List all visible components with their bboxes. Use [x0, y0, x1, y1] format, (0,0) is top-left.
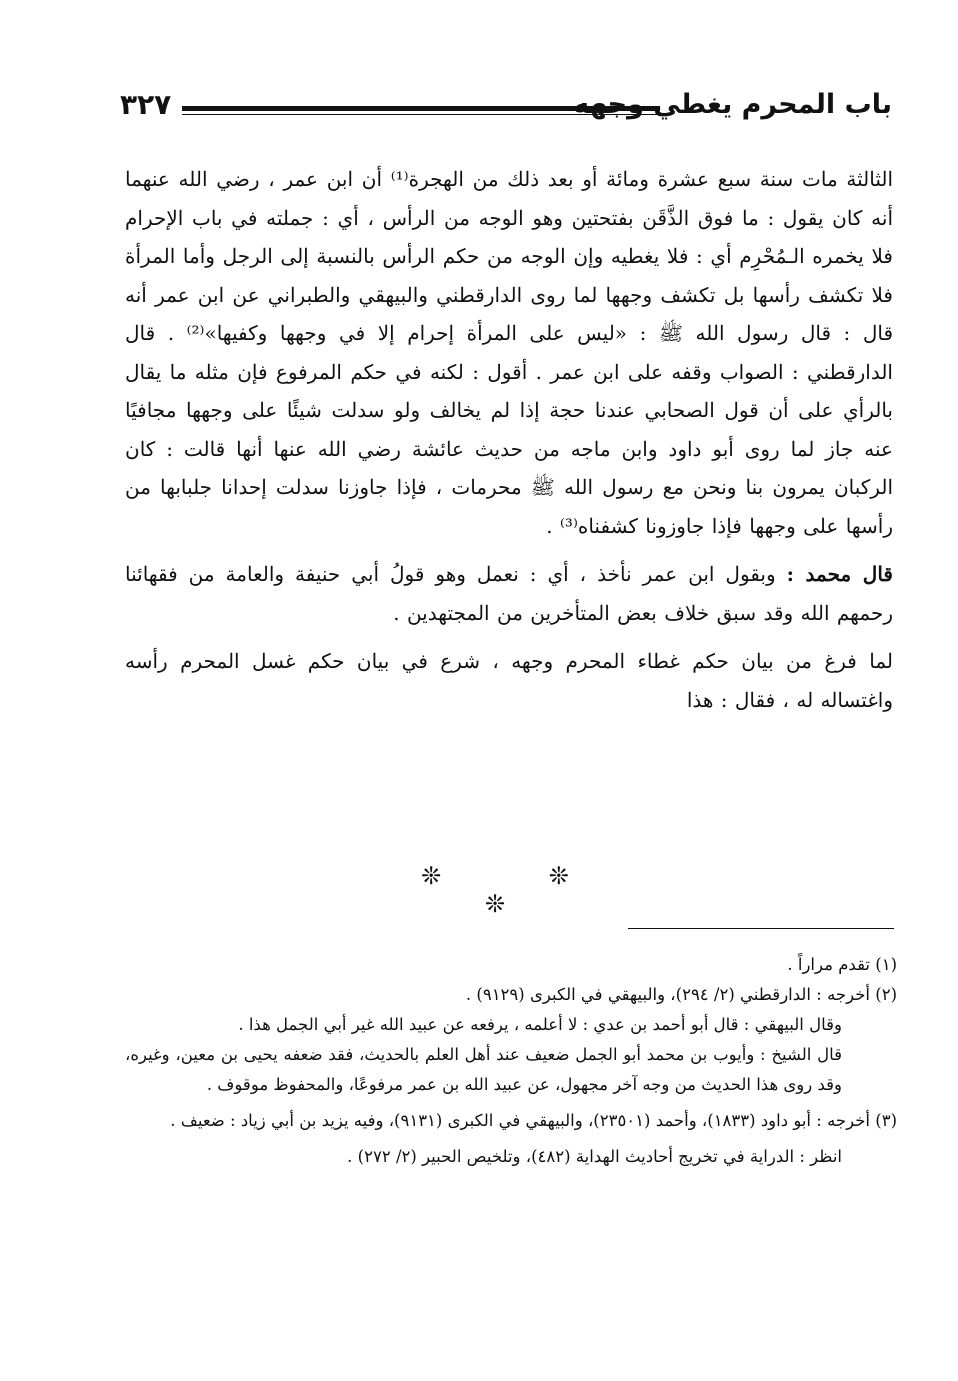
- paragraph-2-text: وبقول ابن عمر نأخذ ، أي : نعمل وهو قولُ أبي حنيفة والعامة من فقهائنا رحمهم الله وقد سبق خلاف بعض المتأخرين من المجتهدين .: [125, 562, 893, 625]
- page-number: ٣٢٧: [120, 88, 172, 121]
- footnote-3-note: انظر : الدراية في تخريج أحاديث الهداية (٤٨٢)، وتلخيص الحبير (٢/ ٢٧٢) .: [347, 1147, 842, 1166]
- paragraph-1: الثالثة مات سنة سبع عشرة ومائة أو بعد ذلك من الهجرة⁽¹⁾ أن ابن عمر ، رضي الله عنهما أنه كان يقول : ما فوق الذَّقَن بفتحتين وهو الوجه من الرأس ، أي : جملته في باب الإحرام فلا يخمره الـمُحْرِم أي : فلا يغطيه وإن الوجه من حكم الرأس بالنسبة إلى الرجل وأما المرأة فلا تكشف رأسها بل تكشف وجهها لما روى الدارقطني والبيهقي والطبراني عن ابن عمر أنه قال : قال رسول الله ﷺ : «ليس على المرأة إحرام إلا في وجهها وكفيها»⁽²⁾ . قال الدارقطني : الصواب وقفه على ابن عمر . أقول : لكنه في حكم المرفوع فإن مثله ما يقال بالرأي على أن قول الصحابي عندنا حجة إذا لم يخالف ولو سدلت شيئًا على وجهها مجافيًا عنه جاز لما روى أبو داود وابن ماجه من حديث عائشة رضي الله عنها أنها قالت : كان الركبان يمرون بنا ونحن مع رسول الله ﷺ محرمات ، فإذا جاوزنا سدلت إحدانا جلبابها من رأسها على وجهها فإذا جاوزونا كشفناه⁽³⁾ .: [125, 167, 894, 538]
- speaker-label: قال محمد :: [786, 562, 893, 586]
- footnote-2-note-1: وقال البيهقي : قال أبو أحمد بن عدي : لا أعلمه ، يرفعه عن عبيد الله غير أبي الجمل هذا .: [238, 1015, 842, 1034]
- footnote-rule: [628, 928, 894, 929]
- footnote-2-note-2: قال الشيخ : وأيوب بن محمد أبو الجمل ضعيف عند أهل العلم بالحديث، فقد ضعفه يحيى بن معين، وغيره، وقد روى هذا الحديث من وجه آخر مجهول، عن عبيد الله بن عمر مرفوعًا، والمحفوظ موقوف .: [125, 1045, 842, 1094]
- header-rule: [182, 106, 660, 115]
- footnote-3: (٣) أخرجه : أبو داود (١٨٣٣)، وأحمد (٢٣٥٠١)، والبيهقي في الكبرى (٩١٣١)، وفيه يزيد بن أبي زياد : ضعيف .: [170, 1111, 897, 1130]
- footnote-1: (١) تقدم مراراً .: [787, 955, 897, 974]
- footnotes: [125, 950, 897, 1172]
- paragraph-2: [125, 555, 893, 632]
- running-header: [120, 88, 892, 136]
- section-separator: ❊ ❊ ❊: [421, 862, 619, 918]
- chapter-title: باب المحرم يغطي وجهه: [573, 89, 892, 120]
- paragraph-3: لما فرغ من بيان حكم غطاء المحرم وجهه ، شرع في بيان حكم غسل المحرم رأسه واغتساله له ، فقال : هذا: [125, 649, 893, 712]
- footnote-2: (٢) أخرجه : الدارقطني (٢/ ٢٩٤)، والبيهقي في الكبرى (٩١٢٩) .: [465, 985, 897, 1004]
- main-text: [125, 160, 893, 729]
